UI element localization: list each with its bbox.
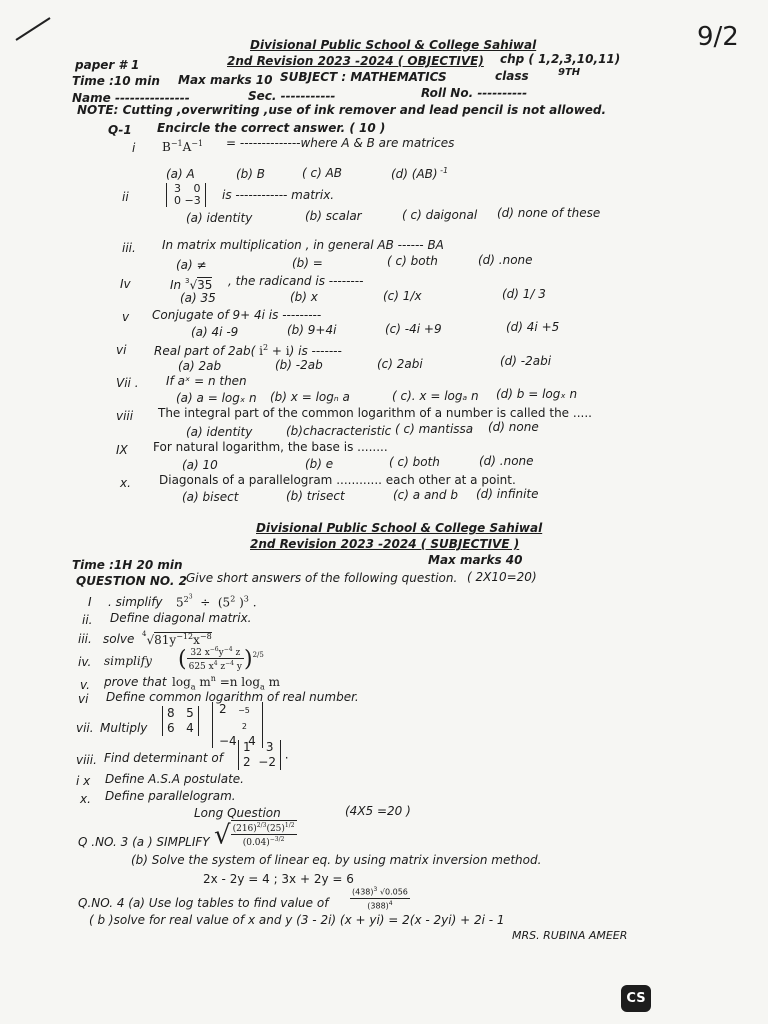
q1-vii-question: If aˣ = n then (166, 374, 247, 388)
q1-ii-option-b: (b) scalar (305, 209, 362, 223)
q1-i-expr: $B^{-1}A^{-1}$ (162, 139, 204, 154)
subjective-max-marks: Max marks 40 (428, 553, 523, 567)
q1-iii-question: In matrix multiplication , in general AB ------ BA (162, 238, 444, 252)
time-label: Time :10 min (72, 74, 160, 88)
q2-i-text: . simplify (108, 595, 163, 609)
camscanner-logo: CS (621, 985, 651, 1012)
q2-x-text: Define parallelogram. (105, 789, 236, 803)
q1-ix-num: IX (116, 443, 128, 457)
q1-ii-num: ii (122, 190, 129, 204)
q1-v-option-b: (b) 9+4i (287, 323, 337, 337)
q1-ii-option-a: (a) identity (186, 211, 253, 225)
q3b-text: (b) Solve the system of linear eq. by using matrix inversion method. (131, 853, 542, 867)
q1-title: Encircle the correct answer. ( 10 ) (157, 121, 386, 135)
q1-x-question: Diagonals of a parallelogram ............ each other at a point. (159, 473, 516, 487)
q2-vii-matrix-a: 8 5 6 4 (162, 706, 199, 736)
q4a-text: Q.NO. 4 (a) Use log tables to find value of (78, 896, 329, 910)
q1-viii-option-c: ( c) mantissa (395, 422, 474, 436)
q2-viii-num: viii. (76, 753, 97, 767)
q1-ix-question: For natural logarithm, the base is ........ (153, 440, 388, 454)
q1-iv-num: Iv (120, 277, 131, 291)
grade-mark: 9/2 (697, 22, 739, 52)
q2-marks: ( 2X10=20) (467, 570, 537, 584)
q1-i-option-c: ( c) AB (302, 166, 343, 180)
q1-vi-option-c: (c) 2abi (377, 357, 423, 371)
school-name: Divisional Public School & College Sahiwal (250, 38, 537, 52)
long-question-title: Long Question (194, 806, 281, 820)
q1-iv-option-c: (c) 1/x (383, 289, 422, 303)
q2-i-num: I (88, 595, 92, 609)
q2-v-num: v. (80, 678, 90, 692)
q2-ii-num: ii. (82, 613, 93, 627)
subject: SUBJECT : MATHEMATICS (280, 70, 447, 84)
q1-x-option-d: (d) infinite (476, 487, 539, 501)
q2-vi-text: Define common logarithm of real number. (106, 690, 359, 704)
q1-ii-question: is ------------ matrix. (222, 188, 335, 202)
q2-viii-determinant: 1 3 2 −2 . (238, 740, 289, 770)
q2-iv-expr: ( $\frac{32 x^{-6}y^{-4} z}{625 x^4 z^{-4} y}$ )$^{2/5}$ (178, 646, 264, 672)
q1-i-option-d: (d) (AB) $^{-1}$ (391, 166, 449, 181)
teacher-name: MRS. RUBINA AMEER (512, 929, 628, 942)
q2-vii-num: vii. (76, 721, 94, 735)
q2-vi-num: vi (78, 692, 89, 706)
q1-i-option-b: (b) B (236, 167, 266, 181)
q2-v-expr: $\log_a m^n =n$ $\log_a m$ (172, 674, 281, 692)
q1-vii-num: Vii . (116, 376, 139, 390)
q2-iii-text: solve (103, 632, 135, 646)
q1-iii-option-b: (b) = (292, 256, 323, 270)
q1-ii-option-d: (d) none of these (497, 206, 601, 220)
q1-iii-option-c: ( c) both (387, 254, 438, 268)
q1-iii-option-a: (a) ≠ (176, 258, 207, 272)
q1-ix-option-b: (b) e (305, 457, 334, 471)
q4b-text: ( b )solve for real value of x and y (3 - 2i) (x + yi) = 2(x - 2yi) + 2i - 1 (89, 913, 505, 927)
q1-ix-option-a: (a) 10 (182, 458, 218, 472)
paper-number: paper # 1 (75, 58, 140, 72)
subjective-school-name: Divisional Public School & College Sahiwal (256, 521, 543, 535)
q1-vii-option-c: ( c). x = logₐ n (392, 389, 479, 403)
chapters: chp ( 1,2,3,10,11) (500, 52, 621, 66)
q1-i-option-a: (a) A (166, 167, 195, 181)
q1-x-option-b: (b) trisect (286, 489, 345, 503)
q1-viii-option-a: (a) identity (186, 425, 253, 439)
q1-viii-question: The integral part of the common logarithm of a number is called the ..... (158, 406, 592, 420)
pen-tick-mark (14, 14, 54, 44)
q1-iv-question: , the radicand is -------- (228, 274, 364, 288)
q1-v-question: Conjugate of 9+ 4i is --------- (152, 308, 322, 322)
q1-viii-num: viii (116, 409, 134, 423)
q1-iv-option-b: (b) x (290, 290, 318, 304)
q2-iii-num: iii. (78, 632, 92, 646)
name-field: Name --------------- (72, 91, 190, 105)
q1-ii-matrix: 3 0 0 −3 (166, 183, 206, 207)
q1-x-option-c: (c) a and b (393, 488, 458, 502)
q1-label: Q-1 (108, 123, 132, 137)
note: NOTE: Cutting ,overwriting ,use of ink remover and lead pencil is not allowed. (77, 103, 607, 117)
q1-ix-option-d: (d) .none (479, 454, 534, 468)
q1-ii-option-c: ( c) daigonal (402, 208, 478, 222)
q1-ix-option-c: ( c) both (389, 455, 440, 469)
q1-vii-option-d: (d) b = logₓ n (496, 387, 578, 401)
q1-iv-option-d: (d) 1/ 3 (502, 287, 546, 301)
q2-x-num: x. (80, 792, 91, 806)
class-value: 9TH (558, 67, 581, 78)
q1-x-num: x. (120, 476, 131, 490)
q1-v-num: v (122, 310, 130, 324)
q2-ix-text: Define A.S.A postulate. (105, 772, 244, 786)
q2-viii-text: Find determinant of (104, 751, 223, 765)
q2-i-expr: $5^{2^3} \div (5^2$ )$^3$ . (176, 593, 257, 610)
q2-vii-text: Multiply (100, 721, 148, 735)
q2-text: Give short answers of the following question. (186, 571, 458, 585)
q1-v-option-c: (c) -4i +9 (385, 322, 442, 336)
q4a-expr: $\frac{(438)^3 √0.056}{(388)^4}$ (352, 886, 408, 911)
q1-vii-option-b: (b) x = logₙ a (270, 390, 350, 404)
q1-vi-num: vi (116, 343, 127, 357)
q2-ix-num: i x (76, 774, 91, 788)
class-label: class (495, 69, 529, 83)
q1-iii-num: iii. (122, 241, 136, 255)
q1-vi-question: Real part of 2ab( $i^2 + i$) is ------- (154, 343, 342, 358)
revision-title: 2nd Revision 2023 -2024 ( OBJECTIVE) (227, 54, 484, 68)
long-question-marks: (4X5 =20 ) (345, 804, 411, 818)
subjective-revision: 2nd Revision 2023 -2024 ( SUBJECTIVE ) (250, 537, 520, 551)
q2-iv-text: simplify (104, 654, 152, 668)
max-marks: Max marks 10 (178, 73, 273, 87)
q1-vi-option-d: (d) -2abi (500, 354, 552, 368)
q3a-expr: √ $\frac{(216)^{2/3}(25)^{1/2}}{(0.04)^{-3/2}}$ (214, 820, 295, 851)
q2-vii-matrix-b: 2 −5 2 −4 4 (212, 702, 263, 748)
q3a-label: Q .NO. 3 (a ) SIMPLIFY (78, 835, 210, 849)
q2-iii-expr: $^4√81y^{-12}x^{-8}$ (142, 630, 212, 647)
roll-field: Roll No. ---------- (421, 86, 528, 100)
subjective-time: Time :1H 20 min (72, 558, 183, 572)
q1-x-option-a: (a) bisect (182, 490, 239, 504)
q1-vi-option-a: (a) 2ab (178, 359, 222, 373)
q1-v-option-a: (a) 4i -9 (191, 325, 239, 339)
q1-vi-option-b: (b) -2ab (275, 358, 323, 372)
section-field: Sec. ----------- (248, 89, 336, 103)
q1-iii-option-d: (d) .none (478, 253, 533, 267)
q1-iv-expr: In $^3$√35 (170, 277, 213, 292)
q1-iv-option-a: (a) 35 (180, 291, 216, 305)
q2-v-text: prove that (104, 675, 167, 689)
q1-v-option-d: (d) 4i +5 (506, 320, 560, 334)
q1-viii-option-b: (b)chacracteristic (286, 424, 392, 438)
q2-iv-num: iv. (78, 655, 92, 669)
q2-title: QUESTION NO. 2 (76, 574, 187, 588)
q3b-equations: 2x - 2y = 4 ; 3x + 2y = 6 (203, 872, 354, 886)
q1-i-question: = --------------where A & B are matrices (226, 136, 455, 150)
q1-viii-option-d: (d) none (488, 420, 539, 434)
q1-i-num: i (132, 141, 136, 155)
q2-ii-text: Define diagonal matrix. (110, 611, 252, 625)
q1-vii-option-a: (a) a = logₓ n (176, 391, 257, 405)
